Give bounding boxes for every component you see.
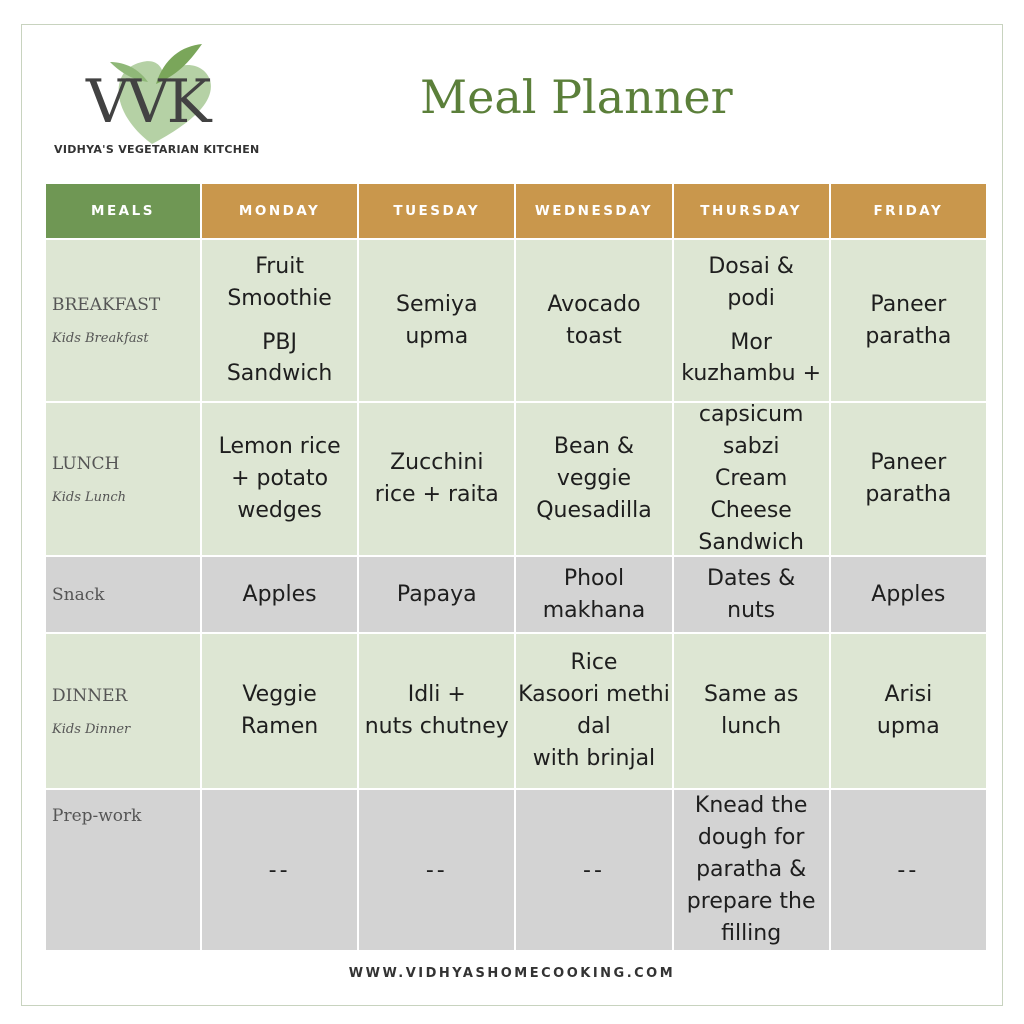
footer-url: WWW.VIDHYASHOMECOOKING.COM: [348, 966, 676, 981]
meal-text: Same as lunch: [703, 682, 799, 739]
meal-text: Rice Kasoori methi dal with brinjal: [518, 650, 670, 771]
meal-text: Paneer paratha: [865, 291, 952, 349]
row-label-dinner: [46, 634, 200, 788]
meal-table: [46, 184, 976, 946]
meal-text: Idli + nuts chutney: [364, 682, 509, 739]
meal-text: Knead the dough for paratha & prepare the filling: [686, 793, 816, 946]
meal-cell-lunch-monday: [202, 403, 357, 555]
meal-cell-prep-work-monday: [202, 790, 357, 950]
meal-text: Arisi upma: [876, 682, 940, 739]
meal-text: Bean & veggie Quesadilla: [536, 434, 652, 523]
meal-text: Avocado toast: [547, 291, 641, 349]
meal-text: Papaya: [396, 581, 477, 607]
meal-cell-snack-wednesday: [516, 557, 671, 632]
meal-text: capsicum sabzi Cream Cheese Sandwich: [698, 402, 804, 555]
meal-cell-breakfast-friday: [831, 240, 986, 401]
meal-cell-prep-work-friday: [831, 790, 986, 950]
meal-subtext: Mor kuzhambu +: [681, 329, 822, 387]
row-label-breakfast: [46, 240, 200, 401]
meal-text: Apples: [242, 581, 317, 607]
meal-cell-prep-work-wednesday: [516, 790, 671, 950]
header-friday: FRIDAY: [831, 184, 986, 238]
meal-cell-dinner-friday: [831, 634, 986, 788]
header-monday: MONDAY: [202, 184, 357, 238]
meal-cell-breakfast-wednesday: [516, 240, 671, 401]
meal-cell-lunch-tuesday: [359, 403, 514, 555]
logo-letters: VVK: [86, 67, 209, 137]
row-label-text: LUNCH: [52, 453, 120, 474]
row-label-text: Snack: [52, 584, 105, 605]
meal-text: Apples: [871, 581, 946, 607]
page-title: Meal Planner: [420, 70, 733, 124]
meal-text: Veggie Ramen: [240, 682, 319, 739]
meal-cell-snack-thursday: [674, 557, 829, 632]
row-sublabel-text: Kids Breakfast: [52, 331, 149, 346]
header-meals: MEALS: [46, 184, 200, 238]
meal-text: Zucchini rice + raita: [374, 450, 499, 507]
header-tuesday: TUESDAY: [359, 184, 514, 238]
row-label-text: BREAKFAST: [52, 295, 161, 315]
meal-cell-snack-monday: [202, 557, 357, 632]
meal-text: Semiya upma: [396, 291, 478, 349]
row-label-lunch: [46, 403, 200, 555]
meal-cell-prep-work-tuesday: [359, 790, 514, 950]
meal-text: --: [583, 857, 605, 883]
meal-cell-prep-work-thursday: [674, 790, 829, 950]
header-wednesday: WEDNESDAY: [516, 184, 671, 238]
meal-text: Phool makhana: [542, 565, 646, 623]
meal-text: Fruit Smoothie: [227, 253, 332, 311]
meal-cell-snack-tuesday: [359, 557, 514, 632]
header-thursday: THURSDAY: [674, 184, 829, 238]
logo: [52, 40, 272, 160]
meal-text: Lemon rice + potato wedges: [218, 434, 341, 523]
meal-text: Paneer paratha: [865, 450, 952, 507]
meal-cell-breakfast-monday: [202, 240, 357, 401]
meal-text: --: [897, 857, 920, 883]
meal-cell-lunch-thursday: [674, 403, 829, 555]
meal-text: --: [268, 857, 291, 883]
meal-cell-dinner-monday: [202, 634, 357, 788]
meal-cell-dinner-tuesday: [359, 634, 514, 788]
meal-cell-dinner-wednesday: [516, 634, 671, 788]
logo-tagline: VIDHYA'S VEGETARIAN KITCHEN: [54, 143, 260, 156]
meal-cell-lunch-wednesday: [516, 403, 671, 555]
meal-text: Dates & nuts: [707, 565, 796, 623]
meal-cell-breakfast-thursday: [674, 240, 829, 401]
row-label-text: Prep-work: [52, 806, 142, 826]
meal-text: --: [425, 857, 448, 883]
row-label-prep-work: [46, 790, 200, 950]
meal-cell-lunch-friday: [831, 403, 986, 555]
row-label-text: DINNER: [52, 685, 128, 706]
row-sublabel-text: Kids Lunch: [52, 489, 127, 505]
meal-text: Dosai & podi: [708, 253, 794, 311]
row-sublabel-text: Kids Dinner: [52, 721, 131, 737]
row-label-snack: [46, 557, 200, 632]
meal-cell-snack-friday: [831, 557, 986, 632]
meal-cell-dinner-thursday: [674, 634, 829, 788]
meal-subtext: PBJ Sandwich: [226, 329, 333, 387]
meal-cell-breakfast-tuesday: [359, 240, 514, 401]
